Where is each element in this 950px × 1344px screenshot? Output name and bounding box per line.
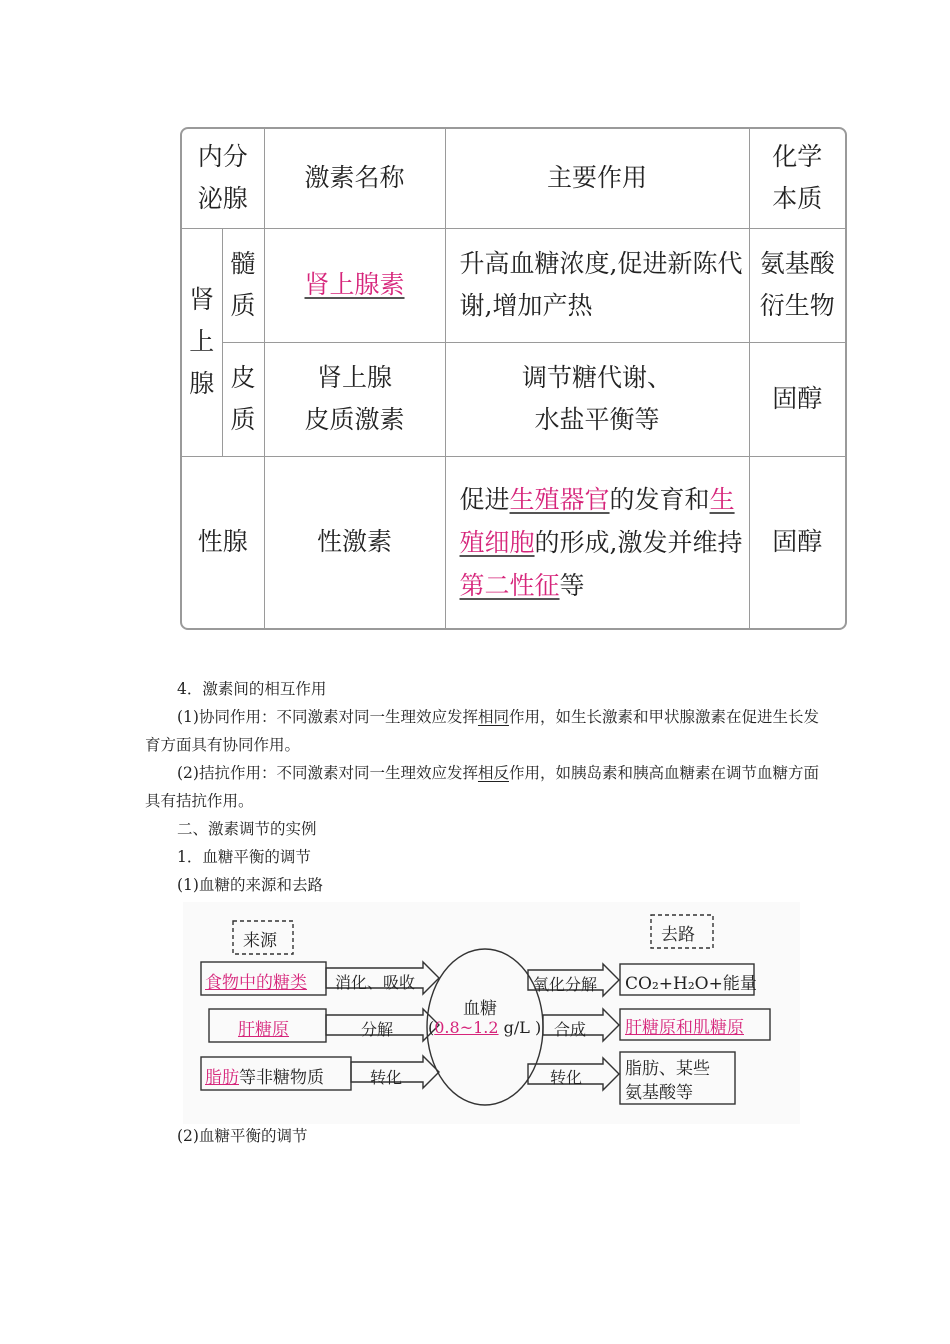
src1-arrow-label: 消化、吸收 — [335, 973, 416, 992]
center-title: 血糖 — [463, 999, 497, 1019]
header-gland-line2: 泌腺 — [197, 184, 248, 214]
gonad-function: 促进生殖器官的发育和生殖细胞的形成,激发并维持第二性征等 — [445, 456, 749, 628]
src1-label: 食物中的糖类 — [205, 973, 307, 993]
medulla-hormone — [264, 228, 445, 342]
dst2-label: 肝糖原和肌糖原 — [625, 1018, 744, 1038]
gonad-chem: 固醇 — [749, 456, 845, 628]
cortex-hormone-line1: 肾上腺 — [317, 363, 393, 392]
src3-highlight: 脂肪 — [205, 1068, 239, 1088]
src3-arrow-label: 转化 — [370, 1068, 403, 1087]
header-gland — [182, 129, 264, 228]
cortex-hormone-line2: 皮质激素 — [304, 405, 405, 434]
dst1-label: CO₂+H₂O+能量 — [625, 974, 757, 994]
blood-sugar-diagram — [183, 902, 800, 1124]
subheading-1: (1)血糖的来源和去路 — [177, 876, 323, 894]
header-gland-line1: 内分 — [197, 142, 248, 172]
cortex-label: 皮 质 — [222, 342, 264, 456]
center-value: 0.8~1.2 — [434, 1018, 499, 1037]
src2-label: 肝糖原 — [238, 1020, 289, 1040]
medulla-function: 升高血糖浓度,促进新陈代谢,增加产热 — [445, 228, 749, 342]
dst1-arrow-label: 氧化分解 — [533, 975, 598, 994]
header-chem: 化学 本质 — [749, 129, 845, 228]
adrenal-label: 肾 上 腺 — [182, 228, 222, 456]
src3-label: 脂肪等非糖物质 — [205, 1068, 324, 1088]
para-antagonism: (2)拮抗作用：不同激素对同一生理效应发挥相反作用，如胰岛素和胰高血糖素在调节血糖方面具有拮抗作用。 — [145, 764, 819, 810]
cortex-function — [445, 342, 749, 456]
header-hormone: 激素名称 — [264, 129, 445, 228]
source-title: 来源 — [243, 931, 277, 951]
subheading-2: (2)血糖平衡的调节 — [177, 1127, 308, 1145]
gonad-hormone: 性激素 — [264, 456, 445, 628]
header-function: 主要作用 — [445, 129, 749, 228]
dst3-arrow-label: 转化 — [550, 1068, 583, 1087]
medulla-hormone-text: 肾上腺素 — [304, 270, 405, 299]
heading-4: 4．激素间的相互作用 — [177, 680, 327, 698]
src2-arrow-label: 分解 — [361, 1020, 394, 1039]
hl-reproductive-organs: 生殖器官 — [509, 484, 610, 514]
cortex-function-line2: 水盐平衡等 — [534, 405, 660, 434]
cortex-chem: 固醇 — [749, 342, 845, 456]
dest-title: 去路 — [661, 925, 695, 945]
hl-reproductive-cells: 生殖细胞 — [459, 484, 735, 557]
hl-secondary-sex: 第二性征 — [459, 570, 560, 600]
center-value-line: (0.8~1.2 g/L ) — [428, 1018, 542, 1037]
heading-1: 1．血糖平衡的调节 — [177, 848, 311, 866]
dst2-arrow-label: 合成 — [554, 1020, 587, 1039]
cortex-hormone — [264, 342, 445, 456]
dst3-label-line1: 脂肪、某些 — [625, 1059, 710, 1079]
endocrine-table — [180, 127, 847, 630]
cortex-function-line1: 调节糖代谢、 — [522, 363, 673, 392]
gonad-label: 性腺 — [182, 456, 264, 628]
para-synergy: (1)协同作用：不同激素对同一生理效应发挥相同作用，如生长激素和甲状腺激素在促进生长发育方面具有协同作用。 — [145, 708, 819, 754]
medulla-label: 髓 质 — [222, 228, 264, 342]
medulla-chem: 氨基酸衍生物 — [749, 228, 845, 342]
dst3-label-line2: 氨基酸等 — [625, 1083, 693, 1103]
section-2-heading: 二、激素调节的实例 — [177, 820, 317, 838]
